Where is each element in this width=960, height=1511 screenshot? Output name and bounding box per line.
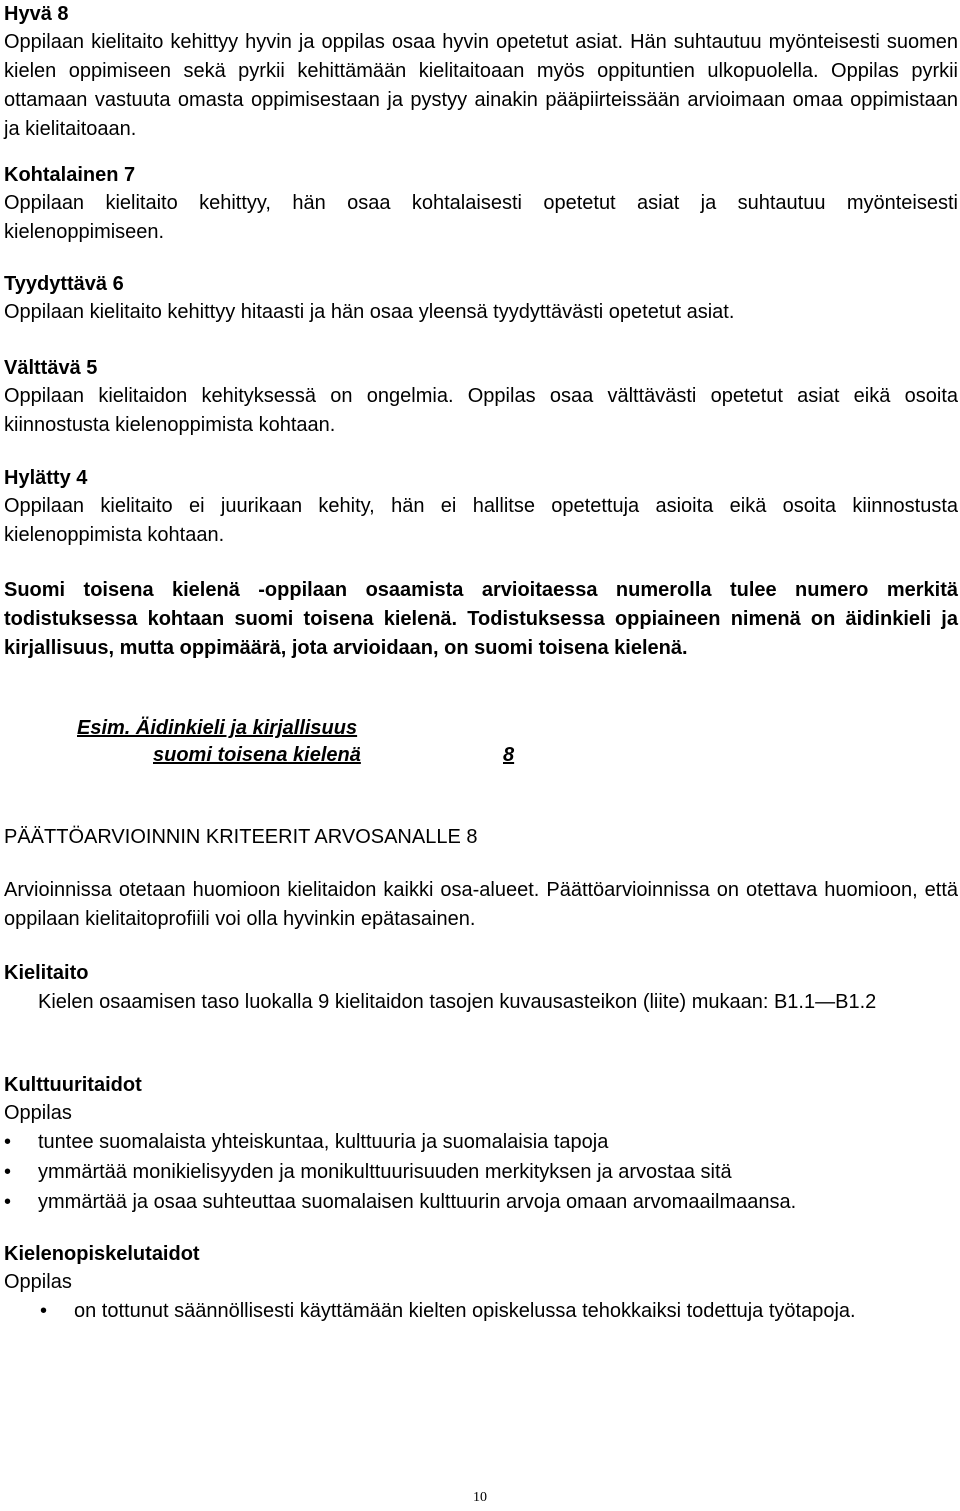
kielenopiskelutaidot-heading: Kielenopiskelutaidot (4, 1243, 200, 1265)
list-item (4, 1296, 958, 1326)
grade-section-tyydyttava (4, 270, 958, 327)
kulttuuritaidot-section (4, 1071, 958, 1213)
kulttuuritaidot-list (4, 1127, 958, 1217)
bullet-icon: • (4, 1161, 12, 1183)
list-item-text: tuntee suomalaista yhteiskuntaa, kulttuuria ja suomalaisia tapoja (38, 1131, 609, 1153)
list-item (4, 1187, 958, 1217)
grade-section-valttava (4, 354, 958, 440)
grade-section-hylatty (4, 464, 958, 550)
page-number: 10 (473, 1490, 487, 1505)
kielenopiskelutaidot-list (4, 1296, 958, 1326)
grade-description: Oppilaan kielitaito kehittyy hitaasti ja hän osaa yleensä tyydyttävästi opetetut asiat. (4, 301, 735, 323)
grade-heading: Hylätty 4 (4, 467, 88, 489)
bullet-icon: • (40, 1300, 48, 1322)
grade-description: Oppilaan kielitaidon kehityksessä on ongelmia. Oppilas osaa välttävästi opetetut asiat eikä osoita kiinnostusta kielenoppimista kohtaan. (4, 385, 958, 436)
example-line-syllabus: suomi toisena kielenä (153, 744, 361, 766)
bullet-icon: • (4, 1131, 12, 1153)
kulttuuritaidot-subject: Oppilas (4, 1102, 72, 1124)
grade-heading: Välttävä 5 (4, 357, 98, 379)
grade-section-hyva (4, 0, 958, 144)
list-item (4, 1127, 958, 1157)
kielenopiskelutaidot-subject: Oppilas (4, 1271, 72, 1293)
kielitaito-text: Kielen osaamisen taso luokalla 9 kielitaidon tasojen kuvausasteikon (liite) mukaan: B1.1—B1.2 (38, 991, 877, 1013)
finnish-second-language-note (4, 576, 958, 663)
list-item (4, 1157, 958, 1187)
list-item-text: ymmärtää monikielisyyden ja monikulttuurisuuden merkityksen ja arvostaa sitä (38, 1161, 732, 1183)
example-line-subject: Esim. Äidinkieli ja kirjallisuus (77, 717, 358, 739)
criteria-intro-text: Arvioinnissa otetaan huomioon kielitaidon kaikki osa-alueet. Päättöarvioinnissa on otettava huomioon, että oppilaan kielitaitoprofiili voi olla hyvinkin epätasainen. (4, 879, 958, 930)
grade-section-kohtalainen (4, 161, 958, 247)
bullet-icon: • (4, 1191, 12, 1213)
kielitaito-heading: Kielitaito (4, 962, 89, 984)
grade-description: Oppilaan kielitaito ei juurikaan kehity, hän ei hallitse opetettuja asioita eikä osoita kiinnostusta kielenoppimista kohtaan. (4, 495, 958, 546)
grade-heading: Hyvä 8 (4, 3, 69, 25)
kulttuuritaidot-heading: Kulttuuritaidot (4, 1074, 142, 1096)
kielenopiskelutaidot-section (4, 1240, 958, 1322)
grade-heading: Kohtalainen 7 (4, 164, 136, 186)
list-item-text: ymmärtää ja osaa suhteuttaa suomalaisen kulttuurin arvoja omaan arvomaailmaansa. (38, 1191, 797, 1213)
kielitaito-section (4, 959, 958, 1013)
criteria-intro (4, 876, 958, 934)
grade-description: Oppilaan kielitaito kehittyy hyvin ja oppilas osaa hyvin opetetut asiat. Hän suhtautuu myönteisesti suomen kielen oppimiseen sekä pyrkii kehittämään kielitaitoaan myös oppituntien ulkopuolella. Oppilas pyrkii ottamaan vastuuta omasta oppimisestaan ja pystyy ainakin pääpiirteissään arvioimaan omaa oppimistaan ja kielitaitoaan. (4, 31, 958, 140)
criteria-title-text: PÄÄTTÖARVIOINNIN KRITEERIT ARVOSANALLE 8 (4, 826, 478, 848)
note-text: Suomi toisena kielenä -oppilaan osaamista arvioitaessa numerolla tulee numero merkitä todistuksessa kohtaan suomi toisena kielenä. Todistuksessa oppiaineen nimenä on äidinkieli ja kirjallisuus, mutta oppimäärä, jota arvioidaan, on suomi toisena kielenä. (4, 579, 958, 659)
list-item-text: on tottunut säännöllisesti käyttämään kielten opiskelussa tehokkaiksi todettuja työtapoja. (74, 1300, 856, 1322)
grade-description: Oppilaan kielitaito kehittyy, hän osaa kohtalaisesti opetetut asiat ja suhtautuu myönteisesti kielenoppimiseen. (4, 192, 958, 243)
criteria-title (4, 823, 958, 851)
grade-heading: Tyydyttävä 6 (4, 273, 124, 295)
example-grade: 8 (503, 744, 515, 766)
